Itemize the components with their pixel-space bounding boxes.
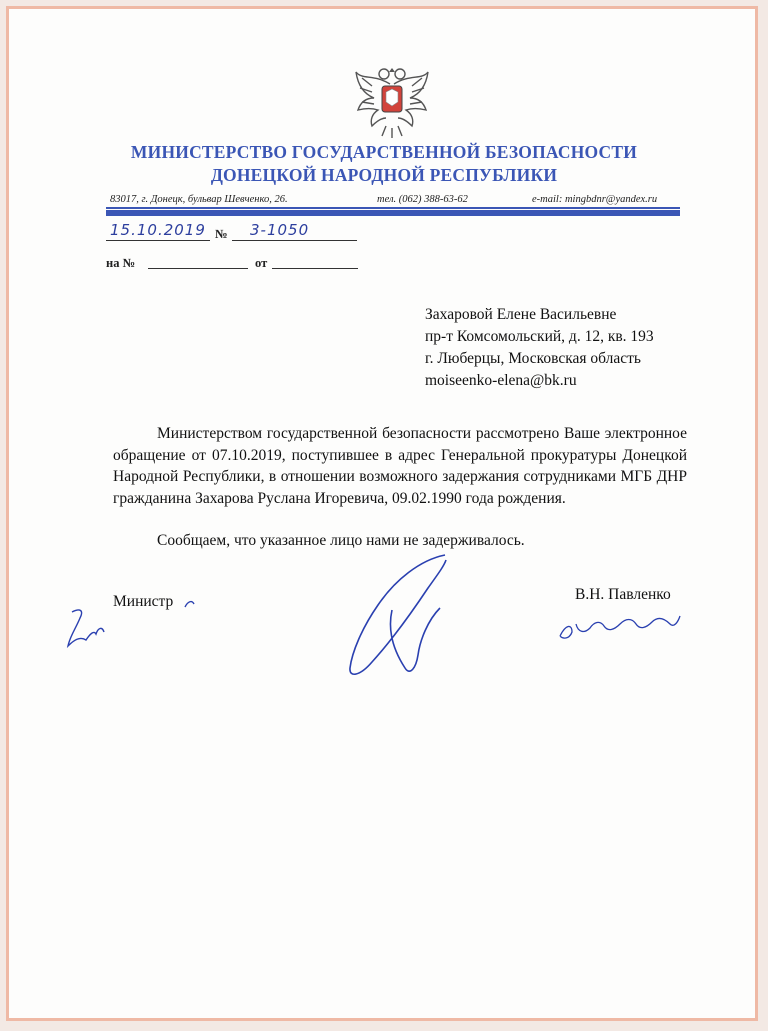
recipient-street: пр-т Комсомольский, д. 12, кв. 193 — [425, 328, 654, 345]
body-paragraph-2: Сообщаем, что указанное лицо нами не задерживалось. — [157, 532, 525, 549]
signatory-name: В.Н. Павленко — [575, 586, 671, 603]
from-label: от — [255, 256, 268, 270]
reply-to-label: на № — [106, 256, 136, 270]
left-initials — [68, 610, 104, 646]
registration-number: 3-1050 — [250, 221, 310, 239]
org-phone: тел. (062) 388-63-62 — [377, 194, 468, 205]
body-paragraph-1: Министерством государственной безопасности рассмотрено Ваше электронное обращение от 07.10.2019, поступившее в адрес Генеральной прокуратуры Донецкой Народной Республики, в отношении возможного задержания сотрудниками МГБ ДНР гражданина Захарова Руслана Игоревича, 09.02.1990 года рождения. — [113, 425, 687, 507]
executor-note — [560, 616, 680, 638]
position-tick-mark — [185, 602, 194, 607]
org-name-line2: ДОНЕЦКОЙ НАРОДНОЙ РЕСПУБЛИКИ — [210, 165, 558, 185]
minister-signature — [350, 555, 446, 674]
org-email: e-mail: mingbdnr@yandex.ru — [532, 194, 658, 205]
recipient-email: moiseenko-elena@bk.ru — [425, 372, 577, 389]
registration-date: 15.10.2019 — [110, 221, 206, 239]
org-name-line1: МИНИСТЕРСТВО ГОСУДАРСТВЕННОЙ БЕЗОПАСНОСТИ — [130, 142, 638, 162]
number-label: № — [215, 227, 228, 241]
org-address: 83017, г. Донецк, бульвар Шевченко, 26. — [110, 194, 288, 205]
recipient-city: г. Люберцы, Московская область — [425, 350, 642, 367]
signatory-position: Министр — [113, 593, 174, 610]
recipient-name: Захаровой Елене Васильевне — [425, 306, 617, 323]
